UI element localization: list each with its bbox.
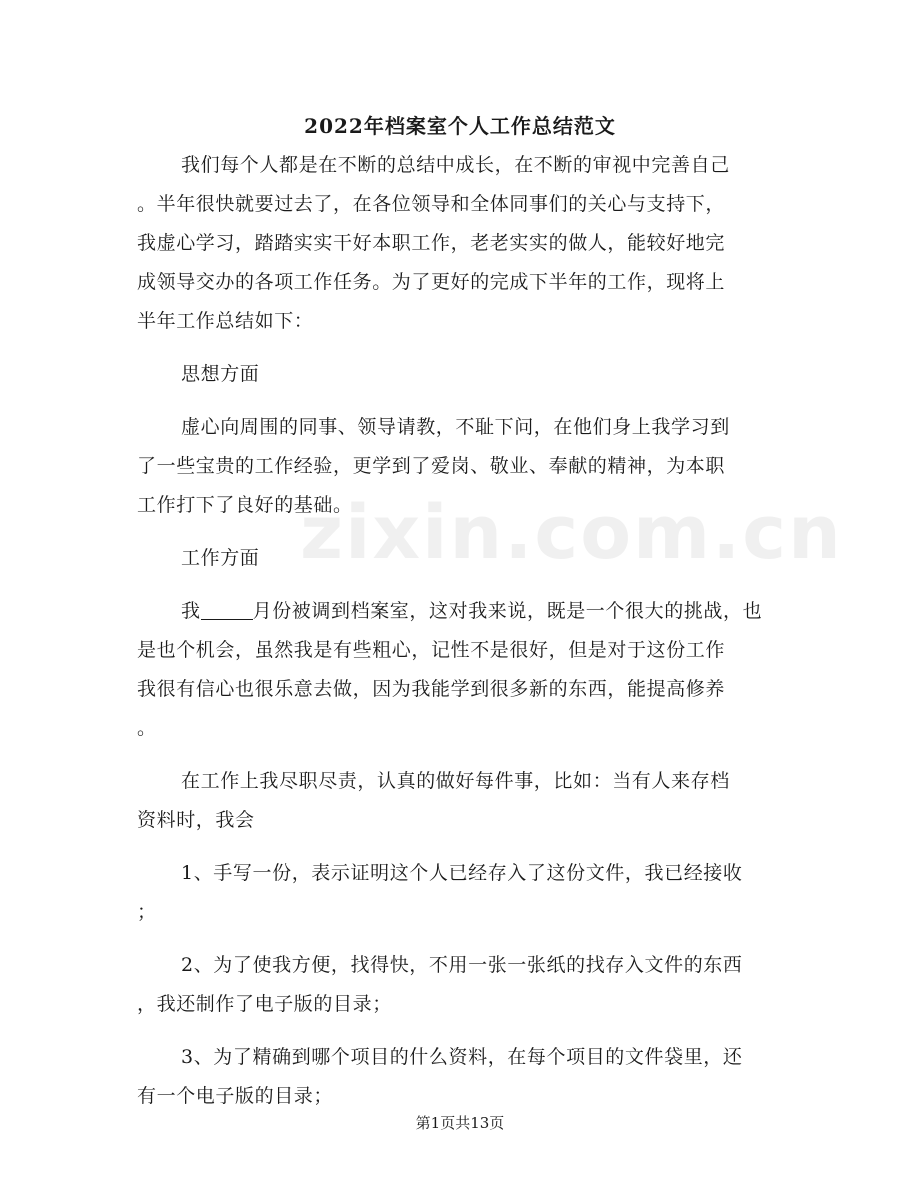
paragraph-text: 我 [181,600,201,622]
list-item-continuation: ，我还制作了电子版的目录； [137,993,392,1015]
paragraph-line: 是也个机会，虽然我是有些粗心，记性不是很好，但是对于这份工作 [137,639,726,661]
paragraph-line: 虚心向周围的同事、领导请教，不耻下问，在他们身上我学习到 [181,416,730,438]
paragraph-line: 成领导交办的各项工作任务。为了更好的完成下半年的工作，现将上 [137,271,726,293]
list-item-continuation: 有一个电子版的目录； [137,1085,334,1107]
paragraph-line: 资料时，我会 [137,809,255,831]
paragraph-line: 工作打下了良好的基础。 [137,494,353,516]
list-item-continuation: ； [137,901,157,923]
section-heading-work: 工作方面 [181,547,260,569]
page-footer: 第1页共13页 [415,1114,505,1132]
document-body [137,146,843,1116]
paragraph-line: 半年工作总结如下： [137,310,314,332]
paragraph-line: 了一些宝贵的工作经验，更学到了爱岗、敬业、奉献的精神，为本职 [137,455,726,477]
section-heading-thought: 思想方面 [181,363,260,385]
paragraph-line: 。 [137,717,157,739]
paragraph-line: 我虚心学习，踏踏实实干好本职工作，老老实实的做人，能较好地完 [137,232,726,254]
list-item: 2、为了使我方便，找得快，不用一张一张纸的找存入文件的东西 [181,954,743,976]
paragraph-line [137,592,793,631]
paragraph-line: 我们每个人都是在不断的总结中成长，在不断的审视中完善自己 [181,154,730,176]
document-title: 2022年档案室个人工作总结范文 [304,114,616,138]
list-item: 3、为了精确到哪个项目的什么资料，在每个项目的文件袋里，还 [181,1046,743,1068]
blank-underline [201,597,253,620]
list-item: 1、手写一份，表示证明这个人已经存入了这份文件，我已经接收 [181,862,743,884]
paragraph-line: 。半年很快就要过去了，在各位领导和全体同事们的关心与支持下， [137,193,726,215]
paragraph-line: 在工作上我尽职尽责，认真的做好每件事，比如：当有人来存档 [181,770,730,792]
watermark-logo: zixin.com.cn [300,490,843,576]
paragraph-line: 我很有信心也很乐意去做，因为我能学到很多新的东西，能提高修养 [137,678,726,700]
paragraph-text: 月份被调到档案室，这对我来说，既是一个很大的挑战，也 [252,600,763,622]
